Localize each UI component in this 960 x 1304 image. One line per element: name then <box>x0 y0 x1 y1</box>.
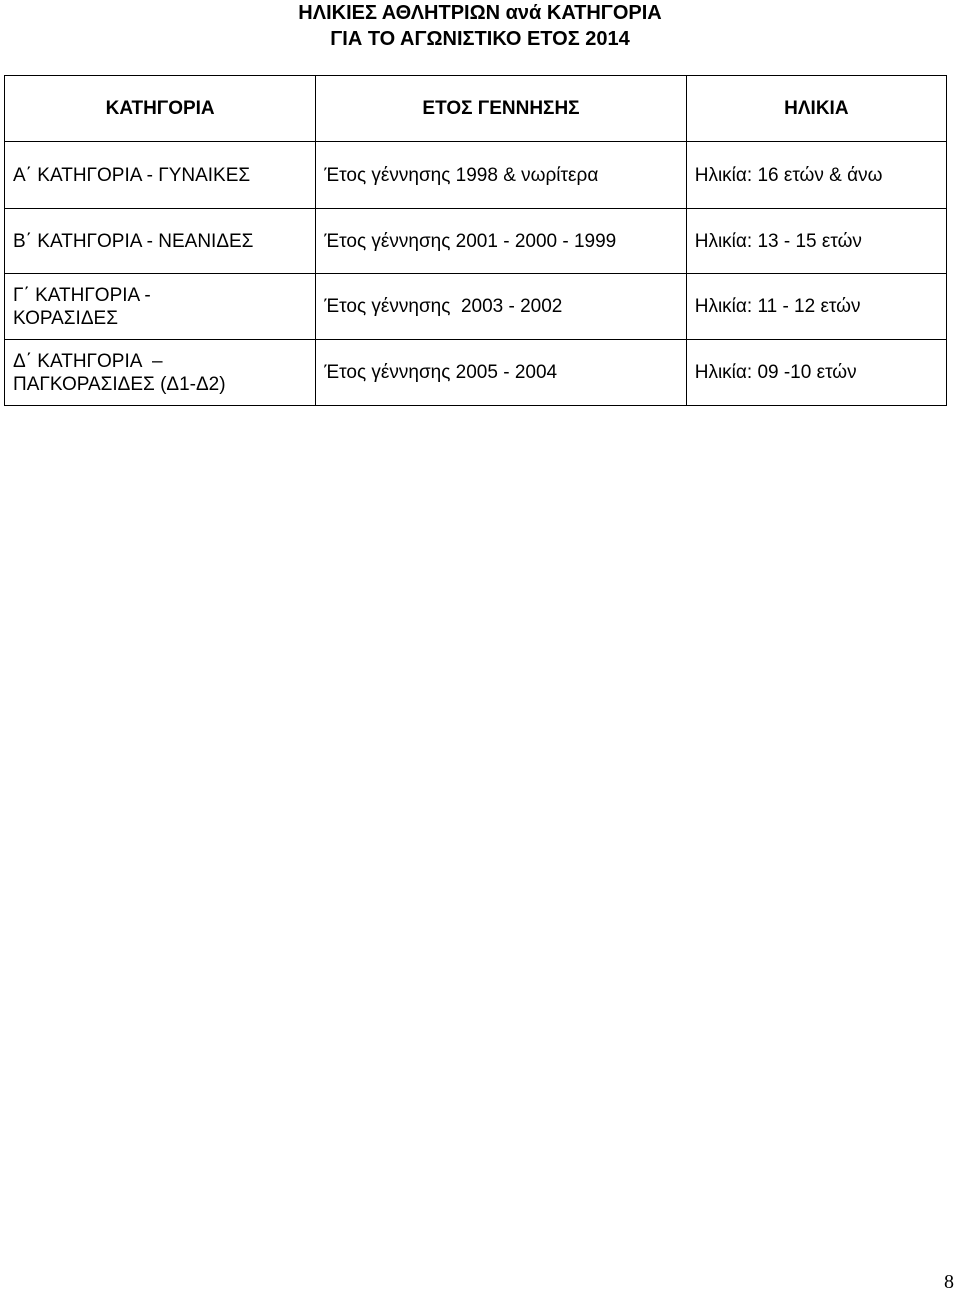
row-category: Α΄ ΚΑΤΗΓΟΡΙΑ - ΓΥΝΑΙΚΕΣ <box>5 142 316 209</box>
row-age: Ηλικία: 09 -10 ετών <box>686 340 946 406</box>
row-category <box>5 340 316 406</box>
title-line-2: ΓΙΑ ΤΟ ΑΓΩΝΙΣΤΙΚΟ ΕΤΟΣ 2014 <box>330 28 630 50</box>
header-birth-year: ΕΤΟΣ ΓΕΝΝΗΣΗΣ <box>316 76 686 142</box>
title-line-1: ΗΛΙΚΙΕΣ ΑΘΛΗΤΡΙΩΝ ανά ΚΑΤΗΓΟΡΙΑ <box>298 2 662 24</box>
row-category-line-2: ΠΑΓΚΟΡΑΣΙΔΕΣ (Δ1-Δ2) <box>13 373 226 395</box>
row-category-line-2: ΚΟΡΑΣΙΔΕΣ <box>13 307 118 329</box>
row-birth-year: Έτος γέννησης 2001 - 2000 - 1999 <box>316 209 686 274</box>
header-age: ΗΛΙΚΙΑ <box>686 76 946 142</box>
row-age: Ηλικία: 16 ετών & άνω <box>686 142 946 209</box>
age-category-table <box>4 75 947 406</box>
row-category-line-1: Γ΄ ΚΑΤΗΓΟΡΙΑ - <box>13 284 151 306</box>
table-row <box>5 340 947 406</box>
row-birth-year: Έτος γέννησης 2005 - 2004 <box>316 340 686 406</box>
header-category: ΚΑΤΗΓΟΡΙΑ <box>5 76 316 142</box>
document-title <box>0 0 960 52</box>
row-birth-year: Έτος γέννησης 2003 - 2002 <box>316 274 686 340</box>
table-row <box>5 274 947 340</box>
row-category: Β΄ ΚΑΤΗΓΟΡΙΑ - ΝΕΑΝΙΔΕΣ <box>5 209 316 274</box>
table-header-row <box>5 76 947 142</box>
row-birth-year: Έτος γέννησης 1998 & νωρίτερα <box>316 142 686 209</box>
row-category <box>5 274 316 340</box>
row-age: Ηλικία: 11 - 12 ετών <box>686 274 946 340</box>
table-row <box>5 142 947 209</box>
page-number: 8 <box>944 1271 954 1293</box>
row-age: Ηλικία: 13 - 15 ετών <box>686 209 946 274</box>
table-row <box>5 209 947 274</box>
row-category-line-1: Δ΄ ΚΑΤΗΓΟΡΙΑ – <box>13 350 163 372</box>
